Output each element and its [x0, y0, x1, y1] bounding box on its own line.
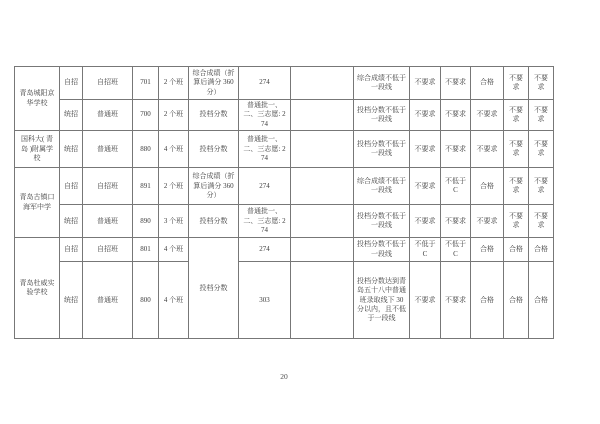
cell-extra-req-4: 合格 — [504, 238, 529, 262]
cell-school: 青岛杜威实验学校 — [15, 238, 60, 339]
cell-extra-req-3: 不要求 — [471, 100, 504, 131]
cell-extra-req-3: 不要求 — [471, 131, 504, 168]
cell-school: 青岛城阳京华学校 — [15, 67, 60, 131]
cell-extra-req-1: 不要求 — [410, 262, 441, 339]
cell-extra-req-3: 合格 — [471, 168, 504, 205]
cell-school-code: 801 — [133, 238, 159, 262]
cell-class-count: 2 个班 — [159, 168, 189, 205]
cell-score: 普通批一、二、三志愿: 274 — [239, 205, 291, 238]
cell-extra-req-3: 不要求 — [471, 205, 504, 238]
cell-extra-req-3: 合格 — [471, 67, 504, 100]
table-row — [15, 168, 554, 205]
cell-school-code: 891 — [133, 168, 159, 205]
cell-extra-req-5: 不要求 — [529, 205, 554, 238]
cell-enroll-type: 自招 — [60, 168, 83, 205]
cell-blank — [291, 131, 354, 168]
cell-score: 303 — [239, 262, 291, 339]
cell-extra-req-2: 不要求 — [441, 67, 471, 100]
cell-extra-req-2: 不要求 — [441, 262, 471, 339]
cell-class-type: 自招班 — [83, 168, 133, 205]
cell-blank — [291, 205, 354, 238]
cell-school: 青岛古镇口海军中学 — [15, 168, 60, 238]
cell-extra-req-1: 不低于C — [410, 238, 441, 262]
cell-score: 274 — [239, 67, 291, 100]
cell-enroll-type: 统招 — [60, 131, 83, 168]
cell-class-count: 4 个班 — [159, 262, 189, 339]
cell-extra-req-5: 不要求 — [529, 100, 554, 131]
cell-extra-req-4: 不要求 — [504, 67, 529, 100]
cell-enroll-type: 自招 — [60, 238, 83, 262]
cell-school-code: 700 — [133, 100, 159, 131]
admission-score-table — [14, 66, 554, 339]
cell-class-type: 普通班 — [83, 205, 133, 238]
cell-extra-req-2: 不要求 — [441, 100, 471, 131]
cell-extra-req-2: 不低于C — [441, 168, 471, 205]
cell-extra-req-3: 合格 — [471, 262, 504, 339]
table-row — [15, 131, 554, 168]
cell-extra-req-5: 合格 — [529, 262, 554, 339]
table-row — [15, 67, 554, 100]
cell-requirement: 综合成绩不低于一段线 — [354, 168, 410, 205]
cell-score: 274 — [239, 238, 291, 262]
cell-requirement: 投档分数不低于一段线 — [354, 238, 410, 262]
cell-extra-req-1: 不要求 — [410, 100, 441, 131]
cell-school-code: 701 — [133, 67, 159, 100]
cell-enroll-type: 统招 — [60, 205, 83, 238]
cell-class-type: 普通班 — [83, 262, 133, 339]
cell-extra-req-5: 不要求 — [529, 168, 554, 205]
cell-extra-req-5: 不要求 — [529, 67, 554, 100]
cell-score: 普通批一、二、三志愿: 274 — [239, 131, 291, 168]
table-row — [15, 238, 554, 262]
cell-blank — [291, 262, 354, 339]
cell-enroll-type: 统招 — [60, 262, 83, 339]
cell-score: 普通批一、二、三志愿: 274 — [239, 100, 291, 131]
page-number: 20 — [280, 372, 288, 381]
cell-extra-req-1: 不要求 — [410, 168, 441, 205]
cell-school: 国科大( 青岛 )附属学校 — [15, 131, 60, 168]
cell-requirement: 投档分数不低于一段线 — [354, 100, 410, 131]
cell-extra-req-1: 不要求 — [410, 67, 441, 100]
table-row — [15, 262, 554, 339]
cell-blank — [291, 100, 354, 131]
cell-extra-req-4: 不要求 — [504, 131, 529, 168]
cell-score-type: 投档分数 — [189, 131, 239, 168]
table-row — [15, 205, 554, 238]
cell-extra-req-4: 不要求 — [504, 205, 529, 238]
cell-extra-req-5: 合格 — [529, 238, 554, 262]
cell-class-type: 自招班 — [83, 238, 133, 262]
cell-requirement: 投档分数不低于一段线 — [354, 131, 410, 168]
cell-score-type: 投档分数 — [189, 205, 239, 238]
cell-extra-req-2: 不低于C — [441, 238, 471, 262]
cell-extra-req-2: 不要求 — [441, 131, 471, 168]
cell-class-count: 3 个班 — [159, 205, 189, 238]
cell-class-count: 2 个班 — [159, 67, 189, 100]
cell-extra-req-4: 不要求 — [504, 100, 529, 131]
cell-class-type: 普通班 — [83, 131, 133, 168]
cell-extra-req-1: 不要求 — [410, 131, 441, 168]
cell-score-type: 投档分数 — [189, 238, 239, 339]
cell-extra-req-5: 不要求 — [529, 131, 554, 168]
cell-blank — [291, 168, 354, 205]
cell-school-code: 890 — [133, 205, 159, 238]
cell-requirement: 综合成绩不低于一段线 — [354, 67, 410, 100]
cell-school-code: 880 — [133, 131, 159, 168]
cell-score-type: 综合成绩（折算后满分 360 分） — [189, 67, 239, 100]
cell-extra-req-4: 不要求 — [504, 168, 529, 205]
cell-requirement: 投档分数达到青岛五十八中普通班录取线下 30 分以内，且不低于一段线 — [354, 262, 410, 339]
cell-class-count: 2 个班 — [159, 100, 189, 131]
cell-class-type: 自招班 — [83, 67, 133, 100]
cell-class-type: 普通班 — [83, 100, 133, 131]
table-row — [15, 100, 554, 131]
cell-extra-req-1: 不要求 — [410, 205, 441, 238]
cell-enroll-type: 自招 — [60, 67, 83, 100]
cell-score: 274 — [239, 168, 291, 205]
cell-class-count: 4 个班 — [159, 238, 189, 262]
cell-requirement: 投档分数不低于一段线 — [354, 205, 410, 238]
cell-school-code: 800 — [133, 262, 159, 339]
cell-class-count: 4 个班 — [159, 131, 189, 168]
cell-extra-req-3: 合格 — [471, 238, 504, 262]
cell-score-type: 投档分数 — [189, 100, 239, 131]
cell-extra-req-4: 合格 — [504, 262, 529, 339]
cell-blank — [291, 238, 354, 262]
cell-enroll-type: 统招 — [60, 100, 83, 131]
cell-blank — [291, 67, 354, 100]
cell-score-type: 综合成绩（折算后满分 360 分） — [189, 168, 239, 205]
cell-extra-req-2: 不要求 — [441, 205, 471, 238]
